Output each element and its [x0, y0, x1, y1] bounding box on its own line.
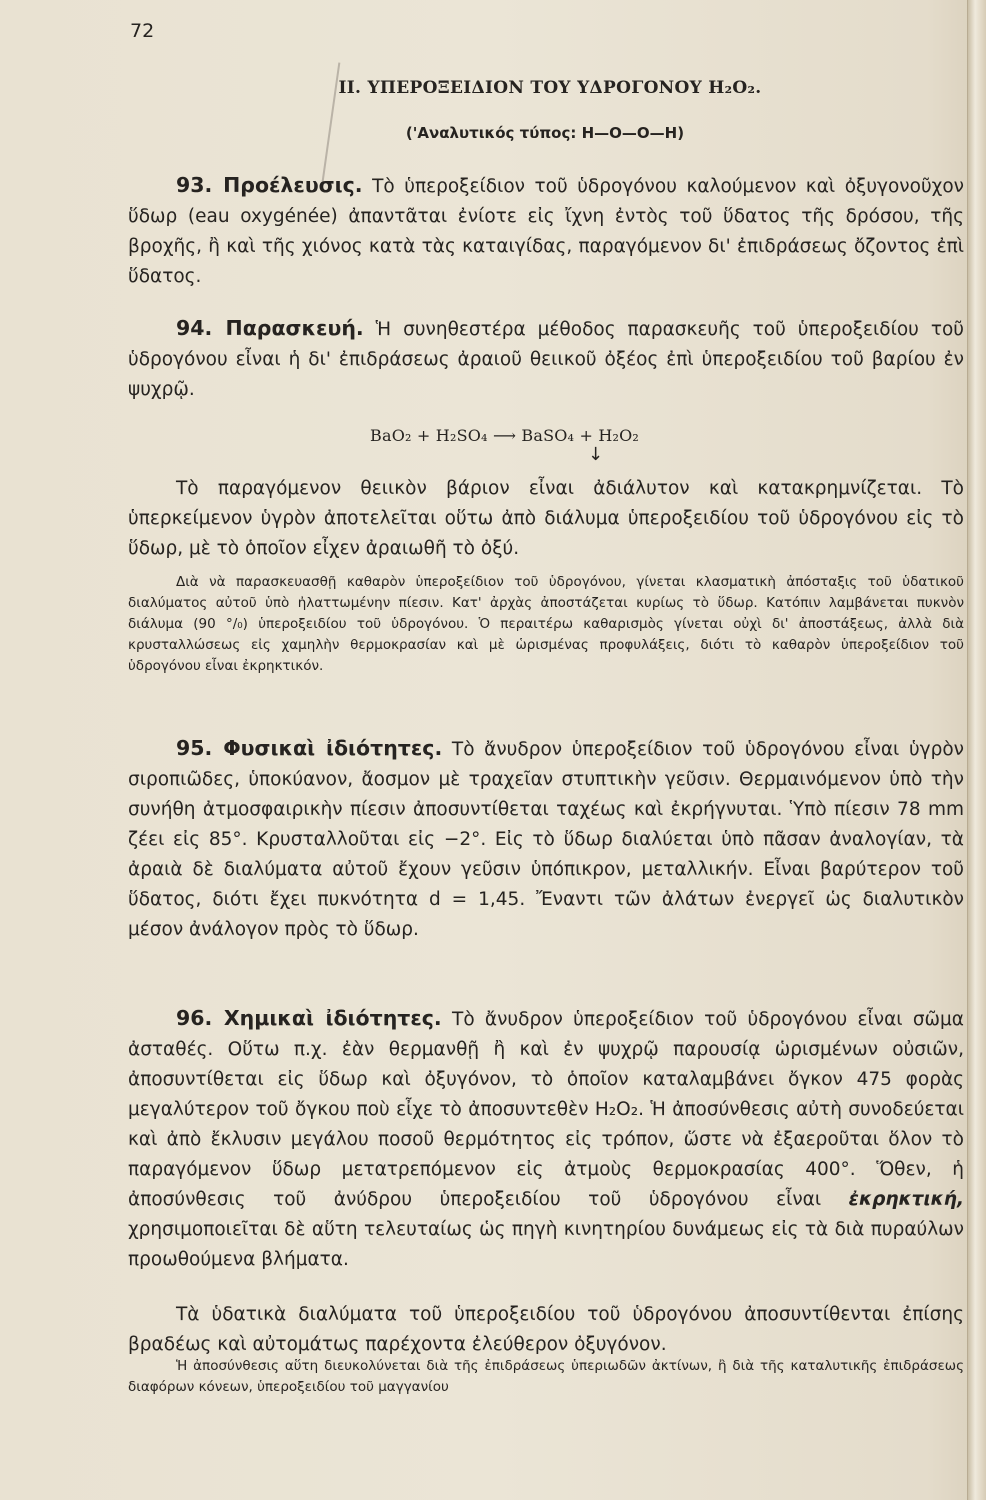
note-96-text: Ἡ ἀποσύνθεσις αὕτη διευκολύνεται διὰ τῆς ἐπιδράσεως ὑπεριωδῶν ἀκτίνων, ἢ διὰ τῆς καταλυτικῆς ἐπιδράσεως διαφόρων κόνεων, ὑπεροξειδίου τοῦ μαγγανίου [128, 1358, 964, 1395]
heading-94: 94. Παρασκευή. [176, 316, 364, 340]
precipitate-arrow: ↓ [588, 444, 604, 465]
heading-95: 95. Φυσικαὶ ἰδιότητες. [176, 736, 443, 760]
heading-96: 96. Χημικαὶ ἰδιότητες. [176, 1006, 442, 1030]
paragraph-94-text: Ἡ συνηθεστέρα μέθοδος παρασκευῆς τοῦ ὑπεροξειδίου τοῦ ὑδρογόνου εἶναι ἡ δι' ἐπιδράσεως ἀραιοῦ θειικοῦ ὀξέος ἐπὶ ὑπεροξειδίου τοῦ βαρίου ἐν ψυχρῷ. [128, 319, 964, 400]
adjacent-page-edge [967, 0, 986, 1500]
note-96 [128, 1356, 964, 1398]
note-94 [128, 572, 964, 677]
paragraph-96-second-text: Τὰ ὑδατικὰ διαλύματα τοῦ ὑπεροξειδίου τοῦ ὑδρογόνου ἀποσυντίθενται ἐπίσης βραδέως καὶ αὐτομάτως παρέχοντα ἐλεύθερον ὀξυγόνον. [128, 1304, 964, 1355]
emphasis-explosive: ἐκρηκτική, [848, 1189, 964, 1210]
section-title: II. ΥΠΕΡΟΞΕΙΔΙΟΝ ΤΟΥ ΥΔΡΟΓΟΝΟΥ H₂O₂. [338, 78, 762, 98]
analytic-formula: ('Αναλυτικός τύπος: H—O—O—H) [405, 124, 685, 142]
paragraph-96-text-a: Τὸ ἄνυδρον ὑπεροξείδιον τοῦ ὑδρογόνου εἶναι σῶμα ἀσταθές. Οὕτω π.χ. ἐὰν θερμανθῇ ἢ καὶ ἐν ψυχρῷ παρουσίᾳ ὡρισμένων οὐσιῶν, ἀποσυντίθεται εἰς ὕδωρ καὶ ὀξυγόνον, τὸ ὁποῖον καταλαμβάνει ὄγκον 475 φορὰς μεγαλύτερον τοῦ ὄγκου ποὺ εἶχε τὸ ἀποσυντεθὲν H₂O₂. Ἡ ἀποσύνθεσις αὐτὴ συνοδεύεται καὶ ἀπὸ ἔκλυσιν μεγάλου ποσοῦ θερμότητος εἰς τρόπον, ὥστε νὰ ἐξαεροῦται ὅλον τὸ παραγόμενον ὕδωρ μετατρεπόμενον εἰς ἀτμοὺς θερμοκρασίας 400°. Ὅθεν, ἡ ἀποσύνθεσις τοῦ ἀνύδρου ὑπεροξειδίου τοῦ ὑδρογόνου εἶναι [128, 1009, 964, 1210]
heading-93: 93. Προέλευσις. [176, 173, 363, 197]
paragraph-96 [128, 1003, 964, 1275]
paragraph-93 [128, 170, 964, 292]
paragraph-94 [128, 313, 964, 405]
paragraph-95-text: Τὸ ἄνυδρον ὑπεροξείδιον τοῦ ὑδρογόνου εἶναι ὑγρὸν σιροπιῶδες, ὑποκύανον, ἄοσμον μὲ τραχεῖαν στυπτικὴν γεῦσιν. Θερμαινόμενον ὑπὸ τὴν συνήθη ἀτμοσφαιρικὴν πίεσιν ἀποσυντίθεται ταχέως καὶ ἐκρήγνυται. Ὑπὸ πίεσιν 78 mm ζέει εἰς 85°. Κρυσταλλοῦται εἰς −2°. Εἰς τὸ ὕδωρ διαλύεται ὑπὸ πᾶσαν ἀναλογίαν, τὰ ἀραιὰ δὲ διαλύματα αὐτοῦ ἔχουν γεῦσιν ὑπόπικρον, μεταλλικήν. Εἶναι βαρύτερον τοῦ ὕδατος, διότι ἔχει πυκνότητα d = 1,45. Ἔναντι τῶν ἀλάτων ἐνεργεῖ ὡς διαλυτικὸν μέσον ἀνάλογον πρὸς τὸ ὕδωρ. [128, 739, 965, 940]
paragraph-96-second [128, 1300, 964, 1360]
paragraph-95 [128, 733, 964, 945]
paragraph-96-text-b: χρησιμοποιεῖται δὲ αὕτη τελευταίως ὡς πηγὴ κινητηρίου δυνάμεως εἰς τὰ διὰ πυραύλων προωθούμενα βλήματα. [128, 1219, 964, 1270]
paragraph-93-text: Τὸ ὑπεροξείδιον τοῦ ὑδρογόνου καλούμενον καὶ ὀξυγονοῦχον ὕδωρ (eau oxygénée) ἀπαντᾶται ἐνίοτε εἰς ἴχνη ἐντὸς τοῦ ὕδατος τῆς δρόσου, τῆς βροχῆς, ἢ καὶ τῆς χιόνος κατὰ τὰς καταιγίδας, παραγόμενον δι' ἐπιδράσεως ὄζοντος ἐπὶ ὕδατος. [128, 176, 965, 287]
note-94-text: Διὰ νὰ παρασκευασθῇ καθαρὸν ὑπεροξείδιον τοῦ ὑδρογόνου, γίνεται κλασματικὴ ἀπόσταξις τοῦ ὑδατικοῦ διαλύματος αὐτοῦ ὑπὸ ἠλαττωμένην πίεσιν. Κατ' ἀρχὰς ἀποστάζεται κυρίως τὸ ὕδωρ. Κατόπιν λαμβάνεται πυκνὸν διάλυμα (90 °/₀) ὑπεροξειδίου τοῦ ὑδρογόνου. Ὁ περαιτέρω καθαρισμὸς γίνεται οὐχὶ δι' ἀποστάξεως, ἀλλὰ διὰ κρυσταλλώσεως εἰς χαμηλὴν θερμοκρασίαν καὶ μὲ ὡρισμένας προφυλάξεις, διότι τὸ καθαρὸν ὑπεροξείδιον τοῦ ὑδρογόνου εἶναι ἐκρηκτικόν. [128, 574, 964, 674]
paragraph-94-after-text: Τὸ παραγόμενον θειικὸν βάριον εἶναι ἀδιάλυτον καὶ κατακρημνίζεται. Τὸ ὑπερκείμενον ὑγρὸν ἀποτελεῖται οὕτω ἀπὸ διάλυμα ὑπεροξειδίου τοῦ ὑδρογόνου εἰς τὸ ὕδωρ, μὲ τὸ ὁποῖον εἶχεν ἀραιωθῆ τὸ ὀξύ. [128, 478, 964, 559]
page-number: 72 [130, 20, 155, 42]
reaction-equation: BaO₂ + H₂SO₄ ⟶ BaSO₄ + H₂O₂ [370, 426, 640, 445]
paragraph-94-after [128, 474, 964, 564]
